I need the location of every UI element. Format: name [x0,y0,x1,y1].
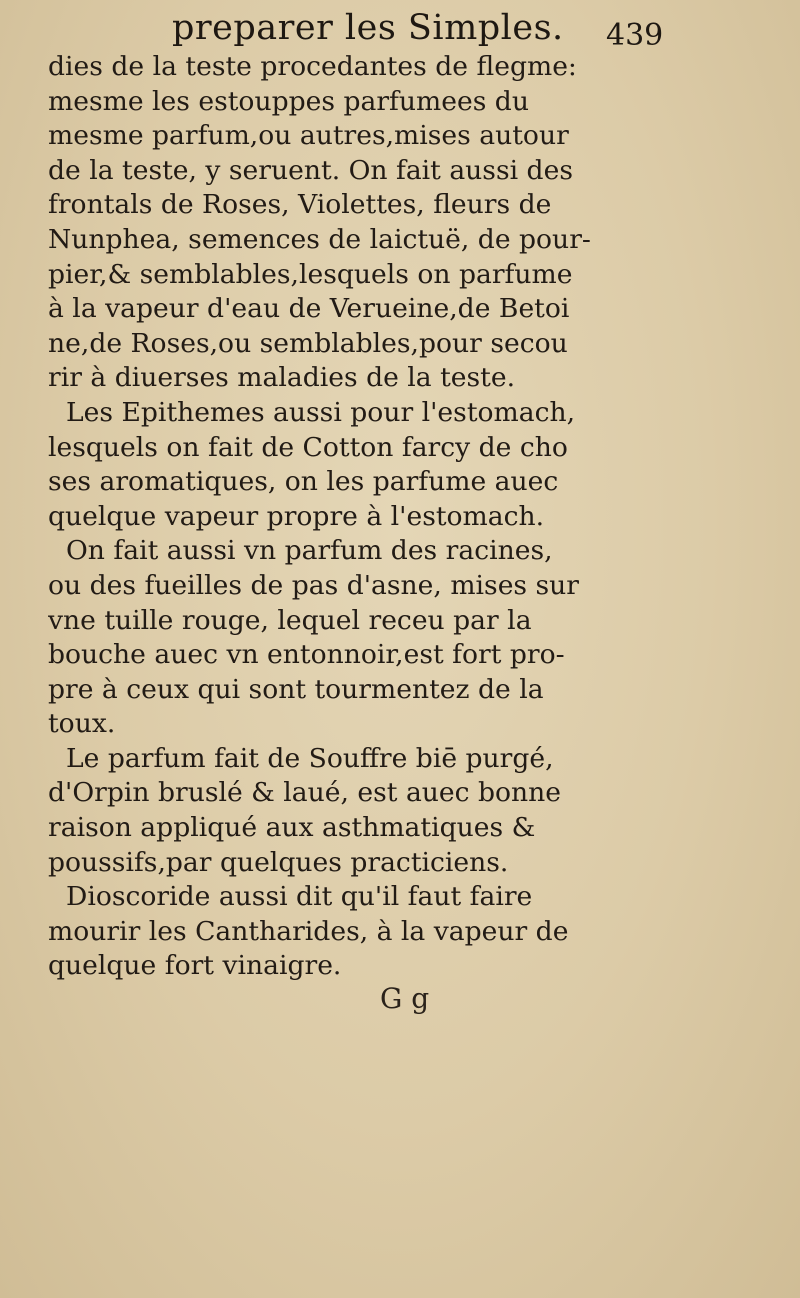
paragraph-start-line: Les Epithemes aussi pour l'estomach, [66,396,576,428]
text-line: vne tuille rouge, lequel receu par la [48,604,532,636]
body-text [48,50,768,984]
text-line: pre à ceux qui sont tourmentez de la [48,673,544,705]
page-number: 439 [606,18,664,53]
paragraph-start-line: Le parfum fait de Souffre biē purgé, [66,742,554,774]
text-line: bouche auec vn entonnoir,est fort pro- [48,639,565,671]
page-header [0,8,800,54]
text-line: de la teste, y seruent. On fait aussi des [48,154,573,186]
text-line: ou des fueilles de pas d'asne, mises sur [48,569,580,601]
text-line: ses aromatiques, on les parfume auec [48,466,559,498]
text-line: quelque vapeur propre à l'estomach. [48,500,545,532]
text-line: à la vapeur d'eau de Verueine,de Betoi [48,293,570,325]
text-line: frontals de Roses, Violettes, fleurs de [48,189,552,221]
paragraph-start-line: Dioscoride aussi dit qu'il faut faire [66,881,533,913]
running-title: preparer les Simples. [172,8,564,48]
text-line: raison appliqué aux asthmatiques & [48,812,536,844]
text-line: toux. [48,708,116,740]
text-line: mourir les Cantharides, à la vapeur de [48,915,569,947]
signature-mark: G g [380,982,430,1015]
text-line: rir à diuerses maladies de la teste. [48,362,516,394]
text-line: poussifs,par quelques practiciens. [48,846,509,878]
paragraph-start-line: On fait aussi vn parfum des racines, [66,535,553,567]
text-line: dies de la teste procedantes de flegme: [48,51,577,82]
text-line: ne,de Roses,ou semblables,pour secou [48,327,568,359]
text-line: pier,& semblables,lesquels on parfume [48,258,573,290]
text-line: d'Orpin bruslé & laué, est auec bonne [48,777,562,809]
text-line: Nunphea, semences de laictuë, de pour- [48,223,591,255]
text-line: lesquels on fait de Cotton farcy de cho [48,431,568,463]
text-line: quelque fort vinaigre. [48,950,342,982]
text-line: mesme les estouppes parfumees du [48,85,529,117]
text-line: mesme parfum,ou autres,mises autour [48,120,569,152]
